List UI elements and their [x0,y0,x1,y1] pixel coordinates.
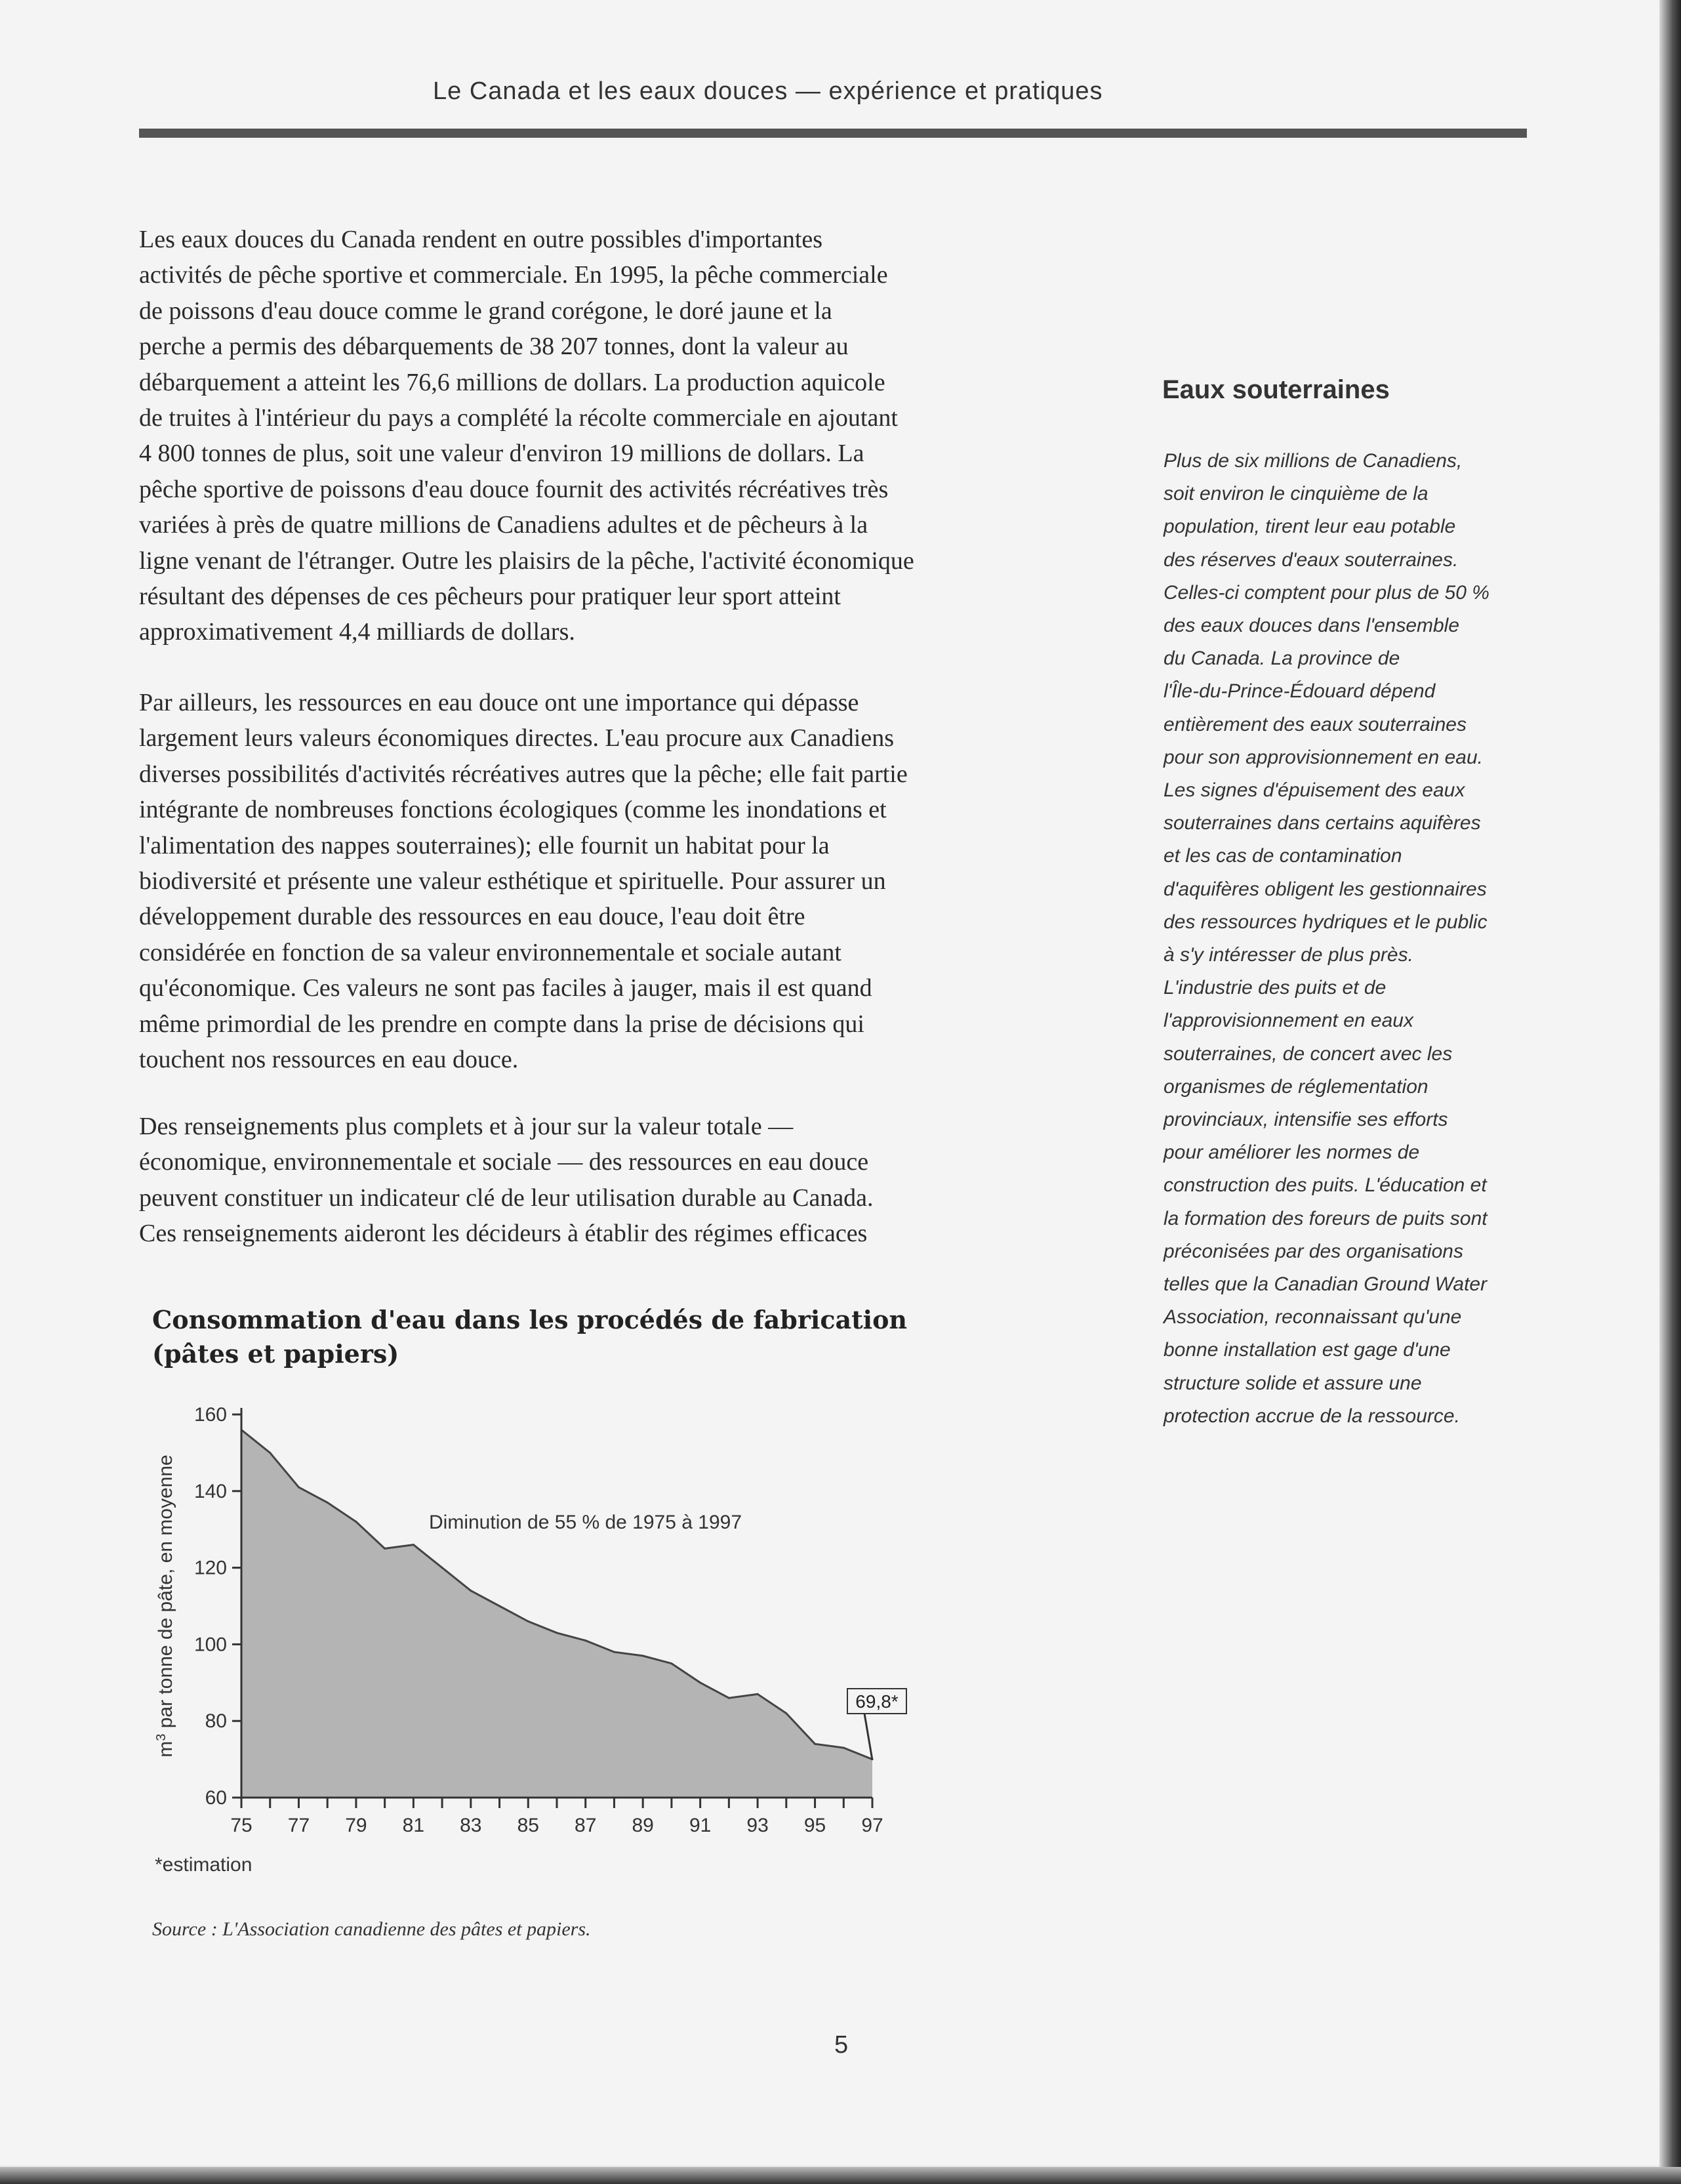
chart-area-fill [241,1430,872,1798]
chart-title-line: (pâtes et papiers) [152,1339,399,1369]
chart-source: Source : L'Association canadienne des pâtes et papiers. [152,1918,591,1940]
chart-point [642,1655,644,1657]
callout-leader [864,1714,872,1760]
sidebar-line: des réserves d'eaux souterraines. [1164,548,1459,571]
paragraph-line: activités de pêche sportive et commerciale. En 1995, la pêche commerciale [139,261,888,289]
page-edge-shadow [1659,0,1681,2184]
chart-point [498,1605,500,1607]
paragraph-line: intégrante de nombreuses fonctions écologiques (comme les inondations et [139,796,887,824]
x-tick-label: 97 [861,1815,883,1836]
header-rule [139,129,1527,138]
paragraph-line: même primordial de les prendre en compte dans la prise de décisions qui [139,1010,864,1038]
chart-point [384,1548,386,1550]
sidebar-line: protection accrue de la ressource. [1164,1405,1460,1427]
chart-point [298,1487,300,1489]
paragraph-line: économique, environnementale et sociale — des ressources en eau douce [139,1148,869,1176]
paragraph-line: de truites à l'intérieur du pays a complété la récolte commerciale en ajoutant [139,404,898,432]
x-tick-label: 91 [689,1815,712,1836]
chart-annotation: Diminution de 55 % de 1975 à 1997 [429,1512,742,1533]
sidebar-line: structure solide et assure une [1164,1372,1422,1394]
paragraph-line: développement durable des ressources en eau douce, l'eau doit être [139,903,805,931]
sidebar-line: bonne installation est gage d'une [1164,1339,1451,1361]
x-tick-label: 87 [575,1815,597,1836]
sidebar-line: soit environ le cinquième de la [1164,483,1428,505]
chart-point [269,1452,271,1454]
paragraph-line: 4 800 tonnes de plus, soit une valeur d'environ 19 millions de dollars. La [139,440,864,468]
sidebar-line: L'industrie des puits et de [1164,977,1387,999]
y-tick-label: 80 [205,1710,227,1733]
page-bottom-shadow [0,2167,1681,2184]
y-tick-label: 160 [193,1404,227,1426]
sidebar-line: des eaux douces dans l'ensemble [1164,615,1460,637]
paragraph-line: Ces renseignements aideront les décideurs à établir des régimes efficaces [139,1220,868,1248]
paragraph-line: de poissons d'eau douce comme le grand corégone, le doré jaune et la [139,297,832,325]
x-tick-label: 81 [402,1815,425,1836]
paragraph-line: Des renseignements plus complets et à jour sur la valeur totale — [139,1113,794,1140]
sidebar-line: Association, reconnaissant qu'une [1164,1306,1462,1329]
x-tick-label: 95 [803,1815,826,1836]
callout-label: 69,8* [855,1691,899,1712]
sidebar-line: souterraines, de concert avec les [1164,1042,1453,1065]
sidebar-line: construction des puits. L'éducation et [1164,1174,1487,1197]
sidebar-line: des ressources hydriques et le public [1164,911,1488,933]
sidebar-line: Celles-ci comptent pour plus de 50 % [1164,581,1489,604]
paragraph-line: largement leurs valeurs économiques directes. L'eau procure aux Canadiens [139,724,894,752]
chart-title [152,1303,907,1371]
paragraph-line: qu'économique. Ces valeurs ne sont pas faciles à jauger, mais il est quand [139,974,872,1002]
chart-point [757,1693,759,1695]
y-tick-label: 140 [193,1480,227,1502]
sidebar-line: Les signes d'épuisement des eaux [1164,779,1465,802]
sidebar-line: du Canada. La province de [1164,648,1400,670]
x-tick-label: 85 [517,1815,539,1836]
paragraph-line: diverses possibilités d'activités récréatives autres que la pêche; elle fait partie [139,760,908,788]
x-tick-label: 79 [345,1815,367,1836]
y-tick-label: 120 [193,1557,227,1579]
chart-point [699,1681,701,1683]
y-axis-label: $m^3$ par tonne de pâte, en moyenne [154,1454,176,1758]
sidebar-line: provinciaux, intensifie ses efforts [1164,1109,1448,1131]
chart-point [670,1662,672,1664]
page-number: 5 [834,2031,849,2059]
sidebar-line: souterraines dans certains aquifères [1164,812,1481,834]
sidebar-line: pour son approvisionnement en eau. [1164,746,1484,768]
chart-point [327,1502,329,1504]
sidebar-line: Plus de six millions de Canadiens, [1164,450,1463,472]
chart-point [527,1620,529,1622]
sidebar-line: préconisées par des organisations [1164,1240,1463,1262]
sidebar-line: pour améliorer les normes de [1164,1142,1420,1164]
chart-title-line: Consommation d'eau dans les procédés de fabrication [152,1305,908,1334]
paragraph-line: considérée en fonction de sa valeur environnementale et sociale autant [139,938,841,966]
sidebar-line: telles que la Canadian Ground Water [1164,1273,1488,1296]
paragraph-line: peuvent constituer un indicateur clé de leur utilisation durable au Canada. [139,1184,874,1212]
paragraph-3 [139,1109,1057,1252]
paragraph-line: Par ailleurs, les ressources en eau douce ont une importance qui dépasse [139,689,859,716]
sidebar-line: entièrement des eaux souterraines [1164,713,1467,735]
x-tick-label: 77 [287,1815,310,1836]
paragraph-2 [139,685,1057,1077]
chart-point [556,1632,558,1634]
paragraph-line: approximativement 4,4 milliards de dollars. [139,618,575,646]
paragraph-line: perche a permis des débarquements de 38 207 tonnes, dont la valeur au [139,333,849,361]
chart-point [814,1743,816,1745]
sidebar-line: l'approvisionnement en eaux [1164,1010,1413,1032]
chart-point [355,1521,357,1523]
running-header: Le Canada et les eaux douces — expérience et pratiques [433,77,1103,105]
sidebar-line: à s'y intéresser de plus près. [1164,944,1413,966]
chart-footnote: *estimation [155,1854,253,1876]
sidebar-line: la formation des foreurs de puits sont [1164,1207,1488,1229]
chart-point [470,1590,472,1592]
paragraph-line: ligne venant de l'étranger. Outre les plaisirs de la pêche, l'activité économique [139,546,914,575]
paragraph-line: l'alimentation des nappes souterraines); elle fournit un habitat pour la [139,831,830,859]
paragraph-line: débarquement a atteint les 76,6 millions de dollars. La production aquicole [139,368,885,396]
paragraph-line: pêche sportive de poissons d'eau douce fournit des activités récréatives très [139,475,889,503]
x-tick-label: 93 [746,1815,769,1836]
x-tick-label: 89 [632,1815,654,1836]
x-tick-label: 75 [230,1815,253,1836]
paragraph-line: résultant des dépenses de ces pêcheurs pour pratiquer leur sport atteint [139,583,841,611]
chart-point [413,1544,415,1546]
y-tick-label: 60 [205,1787,227,1809]
sidebar-text [1164,445,1557,1433]
chart-point [785,1712,787,1714]
sidebar-line: organismes de réglementation [1164,1075,1428,1098]
chart-water-consumption [144,1391,931,1837]
y-tick-label: 100 [193,1634,227,1656]
chart-point [584,1639,586,1641]
paragraph-line: variées à près de quatre millions de Canadiens adultes et de pêcheurs à la [139,511,868,539]
sidebar-title: Eaux souterraines [1162,375,1390,404]
chart-point [613,1651,615,1653]
sidebar-line: et les cas de contamination [1164,845,1402,867]
paragraph-1 [139,222,1057,650]
chart-point [728,1697,730,1699]
paragraph-line: Les eaux douces du Canada rendent en outre possibles d'importantes [139,226,823,253]
paragraph-line: biodiversité et présente une valeur esthétique et spirituelle. Pour assurer un [139,867,886,896]
paragraph-line: touchent nos ressources en eau douce. [139,1046,519,1074]
sidebar-line: population, tirent leur eau potable [1164,516,1456,538]
sidebar-line: l'Île-du-Prince-Édouard dépend [1164,680,1436,703]
sidebar-line: d'aquifères obligent les gestionnaires [1164,878,1487,900]
chart-point [441,1567,443,1569]
chart-point [843,1747,845,1749]
x-tick-label: 83 [460,1815,482,1836]
